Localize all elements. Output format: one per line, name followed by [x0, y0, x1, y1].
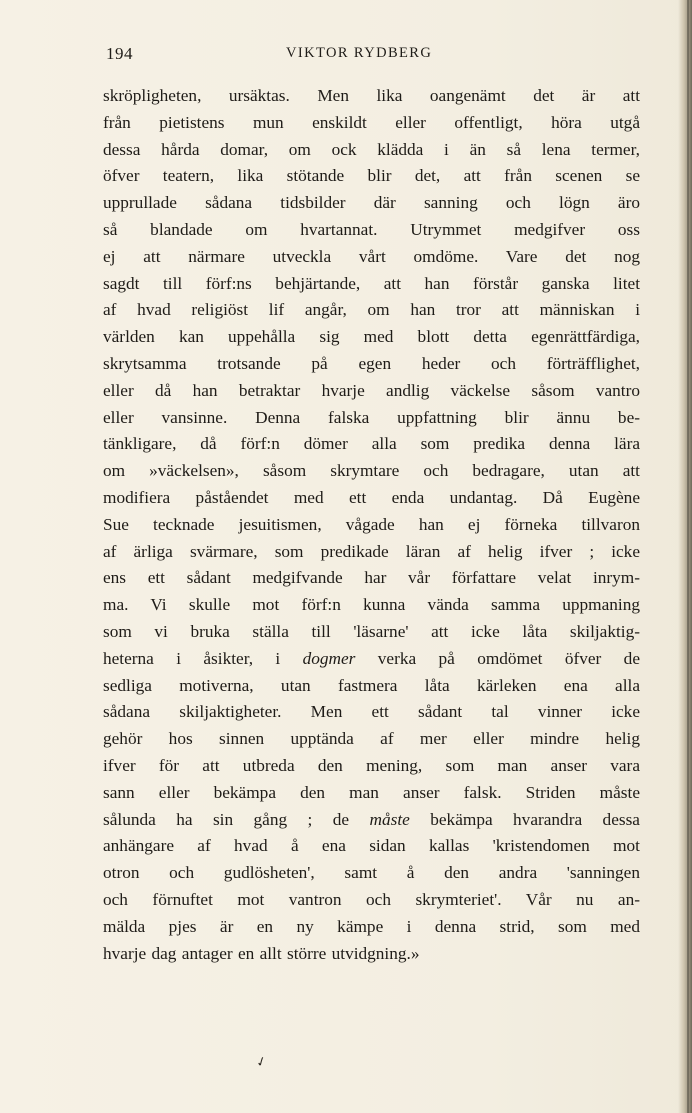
text-line: om »väckelsen», såsom skrymtare och bedragare, utan att — [103, 461, 640, 481]
text-line: af ärliga svärmare, som predikade läran af helig ifver ; icke — [103, 541, 640, 561]
text-line: otron och gudlösheten', samt å den andra 'sanningen — [103, 863, 640, 883]
text-line: anhängare af hvad å ena sidan kallas 'kristendomen mot — [103, 836, 640, 856]
text-line: modifiera påståendet med ett enda undantag. Då Eugène — [103, 487, 640, 507]
page-edge — [678, 0, 692, 1113]
text-line: dessa hårda domar, om ock klädda i än så lena termer, — [103, 139, 640, 159]
text-line: ma. Vi skulle mot förf:n kunna vända samma uppmaning — [103, 595, 640, 615]
text-line: mälda pjes är en ny kämpe i denna strid, som med — [103, 916, 640, 936]
text-line: sagdt till förf:ns behjärtande, att han förstår ganska litet — [103, 273, 640, 293]
text-line: ens ett sådant medgifvande har vår författare velat inrym- — [103, 568, 640, 588]
text-line: upprullade sådana tidsbilder där sanning och lögn äro — [103, 193, 640, 213]
text-line: eller vansinne. Denna falska uppfattning blir ännu be- — [103, 407, 640, 427]
stray-ink-mark: ✓ — [253, 1052, 269, 1071]
page-number: 194 — [106, 44, 133, 63]
running-head: VIKTOR RYDBERG — [286, 45, 433, 61]
text-line: tänkligare, då förf:n dömer alla som predika denna lära — [103, 434, 640, 454]
text-line: af hvad religiöst lif angår, om han tror att människan i — [103, 300, 640, 320]
text-line: öfver teatern, lika stötande blir det, att från scenen se — [103, 166, 640, 186]
text-line: ifver för att utbreda den mening, som man anser vara — [103, 755, 640, 775]
text-line: världen kan uppehålla sig med blott detta egenrättfärdiga, — [103, 327, 640, 347]
text-line: sålunda ha sin gång ; de måste bekämpa hvarandra dessa — [103, 809, 640, 829]
text-line: eller då han betraktar hvarje andlig väckelse såsom vantro — [103, 380, 640, 400]
text-line: skrytsamma trotsande på egen heder och förträfflighet, — [103, 353, 640, 373]
text-line-last: hvarje dag antager en allt större utvidgning.» — [103, 943, 420, 963]
text-line: sann eller bekämpa den man anser falsk. Striden måste — [103, 782, 640, 802]
text-line: från pietistens mun enskildt eller offentligt, höra utgå — [103, 112, 640, 132]
text-line: sådana skiljaktigheter. Men ett sådant tal vinner icke — [103, 702, 640, 722]
text-line: och förnuftet mot vantron och skrymteriet'. Vår nu an- — [103, 889, 640, 909]
page-header — [106, 44, 638, 68]
text-line: så blandade om hvartannat. Utrymmet medgifver oss — [103, 219, 640, 239]
text-line: Sue tecknade jesuitismen, vågade han ej förneka tillvaron — [103, 514, 640, 534]
italic-word: måste — [369, 809, 410, 829]
text-line: gehör hos sinnen upptända af mer eller mindre helig — [103, 729, 640, 749]
italic-word: dogmer — [302, 648, 356, 668]
page-edge-line — [687, 0, 689, 1113]
text-line: ej att närmare utveckla vårt omdöme. Vare det nog — [103, 246, 640, 266]
text-line: sedliga motiverna, utan fastmera låta kärleken ena alla — [103, 675, 640, 695]
text-line: skröpligheten, ursäktas. Men lika oangenämt det är att — [103, 86, 640, 105]
text-line: som vi bruka ställa till 'läsarne' att icke låta skiljaktig- — [103, 621, 640, 641]
body-text — [103, 83, 640, 967]
text-line: heterna i åsikter, i dogmer verka på omdömet öfver de — [103, 648, 640, 668]
